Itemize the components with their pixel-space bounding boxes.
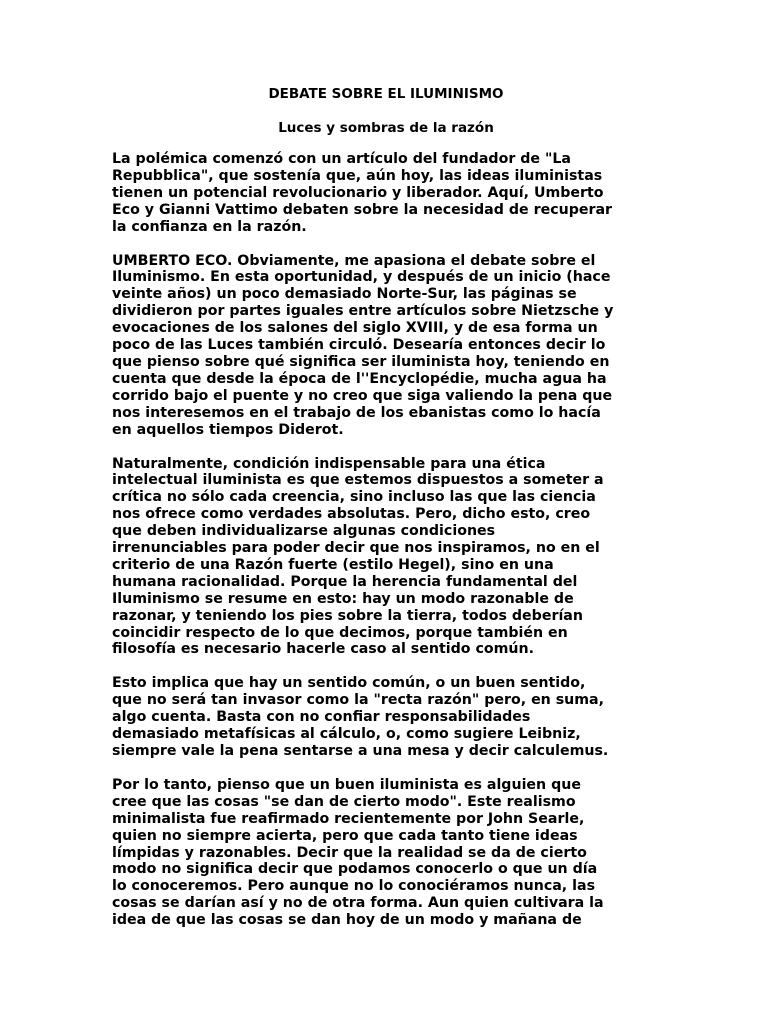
paragraph-line: Iluminismo. En esta oportunidad, y después de un inicio (hace xyxy=(112,269,611,286)
paragraph-line: UMBERTO ECO. Obviamente, me apasiona el debate sobre el xyxy=(112,252,596,269)
paragraph-line: dividieron por partes iguales entre artículos sobre Nietzsche y xyxy=(112,303,614,320)
paragraph-line: cosas se darían así y no de otra forma. Aun quien cultivara la xyxy=(112,895,604,912)
paragraph-line: minimalista fue reafirmado recientemente por John Searle, xyxy=(112,810,585,827)
paragraph-line: idea de que las cosas se dan hoy de un modo y mañana de xyxy=(112,912,582,929)
document-body xyxy=(112,151,660,929)
paragraph-line: La polémica comenzó con un artículo del fundador de "La xyxy=(112,151,571,167)
paragraph-line: poco de las Luces también circuló. Desearía entonces decir lo xyxy=(112,337,606,354)
paragraph-line: razonar, y teniendo los pies sobre la tierra, todos deberían xyxy=(112,607,583,624)
paragraph-line: cuenta que desde la época de l''Encyclopédie, mucha agua ha xyxy=(112,370,607,387)
paragraph-line: límpidas y razonables. Decir que la realidad se da de cierto xyxy=(112,844,587,861)
paragraph-line: corrido bajo el puente y no creo que siga valiendo la pena que xyxy=(112,387,613,404)
paragraph-line: nos interesemos en el trabajo de los ebanistas como lo hacía xyxy=(112,404,601,421)
document-page xyxy=(112,84,660,946)
paragraph xyxy=(112,253,660,439)
paragraph xyxy=(112,675,660,760)
paragraph-line: quien no siempre acierta, pero que cada tanto tiene ideas xyxy=(112,827,578,844)
document-subtitle: Luces y sombras de la razón xyxy=(278,120,494,136)
paragraph-line: Eco y Gianni Vattimo debaten sobre la necesidad de recuperar xyxy=(112,201,613,218)
paragraph-line: que pienso sobre qué significa ser iluminista hoy, teniendo en xyxy=(112,353,610,370)
paragraph-line: demasiado metafísicas al cálculo, o, como sugiere Leibniz, xyxy=(112,726,581,743)
paragraph-line: lo conoceremos. Pero aunque no lo conociéramos nunca, las xyxy=(112,878,596,895)
paragraph-line: Naturalmente, condición indispensable para una ética xyxy=(112,455,546,472)
paragraph-line: coincidir respecto de lo que decimos, porque también en xyxy=(112,624,568,641)
paragraph-line: filosofía es necesario hacerle caso al sentido común. xyxy=(112,641,534,658)
paragraph-line: humana racionalidad. Porque la herencia fundamental del xyxy=(112,573,578,590)
paragraph-line: nos ofrece como verdades absolutas. Pero, dicho esto, creo xyxy=(112,506,591,523)
paragraph-line: que deben individualizarse algunas condiciones xyxy=(112,523,496,540)
document-title: DEBATE SOBRE EL ILUMINISMO xyxy=(268,86,504,102)
paragraph-line: veinte años) un poco demasiado Norte-Sur, las páginas se xyxy=(112,286,577,303)
paragraph-line: evocaciones de los salones del siglo XVIII, y de esa forma un xyxy=(112,320,598,337)
paragraph xyxy=(112,456,660,659)
paragraph-line: cree que las cosas "se dan de cierto modo". Este realismo xyxy=(112,793,576,810)
paragraph-line: irrenunciables para poder decir que nos inspiramos, no en el xyxy=(112,540,600,557)
paragraph-line: intelectual iluminista es que estemos dispuestos a someter a xyxy=(112,472,604,489)
paragraph-line: Repubblica", que sostenía que, aún hoy, las ideas iluministas xyxy=(112,167,603,184)
paragraph-line: Por lo tanto, pienso que un buen iluminista es alguien que xyxy=(112,776,581,793)
paragraph-line: criterio de una Razón fuerte (estilo Hegel), sino en una xyxy=(112,556,554,573)
paragraph-line: algo cuenta. Basta con no confiar responsabilidades xyxy=(112,709,531,726)
paragraph-line: modo no significa decir que podamos conocerlo o que un día xyxy=(112,861,598,878)
paragraph-line: Esto implica que hay un sentido común, o un buen sentido, xyxy=(112,675,586,692)
paragraph xyxy=(112,151,660,236)
paragraph-line: en aquellos tiempos Diderot. xyxy=(112,421,344,438)
paragraph-line: que no será tan invasor como la "recta razón" pero, en suma, xyxy=(112,692,605,709)
paragraph-line: Iluminismo se resume en esto: hay un modo razonable de xyxy=(112,590,574,607)
paragraph-line: crítica no sólo cada creencia, sino incluso las que las ciencia xyxy=(112,489,596,506)
paragraph-line: la confianza en la razón. xyxy=(112,218,307,235)
paragraph-line: siempre vale la pena sentarse a una mesa y decir calculemus. xyxy=(112,743,609,759)
paragraph xyxy=(112,777,660,929)
paragraph-line: tienen un potencial revolucionario y liberador. Aquí, Umberto xyxy=(112,184,604,201)
